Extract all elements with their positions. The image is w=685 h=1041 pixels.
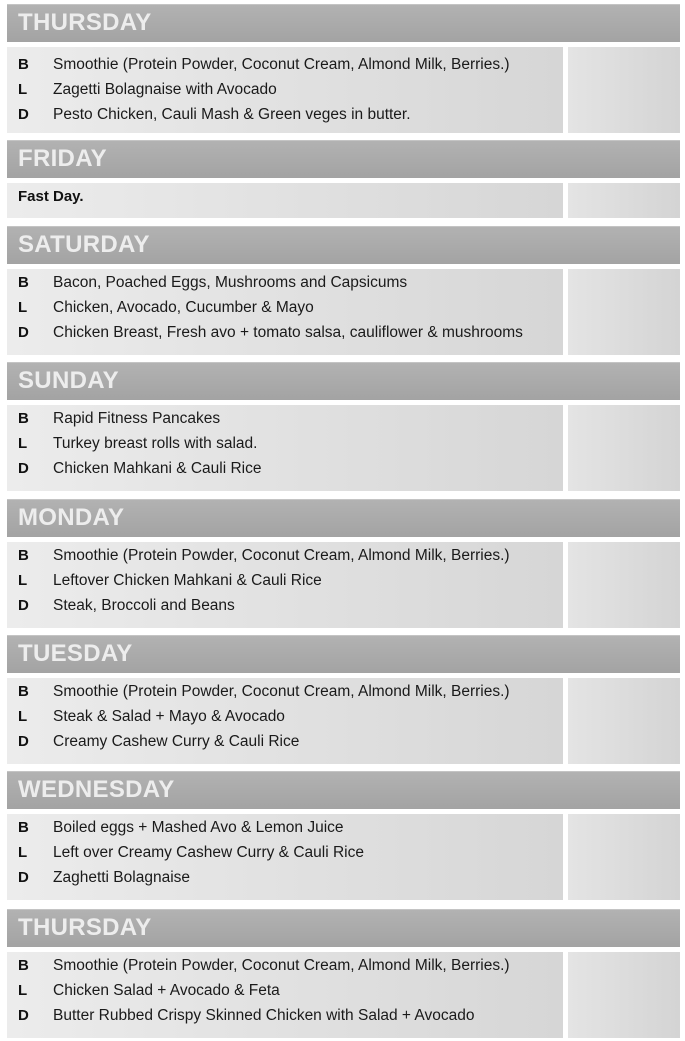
meal-text: Chicken, Avocado, Cucumber & Mayo [53,299,314,316]
meal-letter: D [18,460,29,477]
meal-row-breakfast [7,274,563,299]
meal-row-lunch [7,435,563,460]
meal-letter: B [18,547,29,564]
meal-text: Turkey breast rolls with salad. [53,435,258,452]
meals-box [7,814,563,900]
meal-row-dinner [7,324,563,349]
meal-letter: B [18,274,29,291]
meals-box [7,183,563,218]
meal-row-breakfast [7,819,563,844]
meal-row-breakfast [7,683,563,708]
meals-box [7,678,563,764]
meal-letter: B [18,410,29,427]
meal-letter: B [18,56,29,73]
meal-row-breakfast [7,957,563,982]
meal-text: Rapid Fitness Pancakes [53,410,221,427]
meal-letter: D [18,869,29,886]
meal-letter: B [18,683,29,700]
day-header [7,226,680,264]
meal-text: Creamy Cashew Curry & Cauli Rice [53,733,300,750]
notes-box [568,269,680,355]
meal-letter: D [18,1007,29,1024]
meals-box [7,952,563,1038]
meal-text: Steak, Broccoli and Beans [53,597,235,614]
notes-box [568,678,680,764]
meal-letter: B [18,819,29,836]
notes-box [568,183,680,218]
day-name: THURSDAY [18,914,152,941]
notes-box [568,542,680,628]
meal-text: Butter Rubbed Crispy Skinned Chicken with Salad + Avocado [53,1007,475,1024]
meal-text: Smoothie (Protein Powder, Coconut Cream, Almond Milk, Berries.) [53,547,510,564]
meal-text: Chicken Mahkani & Cauli Rice [53,460,262,477]
day-name: SATURDAY [18,231,150,258]
meal-letter: D [18,106,29,123]
day-name: FRIDAY [18,145,107,172]
day-header [7,909,680,947]
meal-text: Pesto Chicken, Cauli Mash & Green veges in butter. [53,106,411,123]
meals-box [7,405,563,491]
meal-row-dinner [7,1007,563,1032]
notes-box [568,814,680,900]
meal-letter: D [18,324,29,341]
meal-text: Smoothie (Protein Powder, Coconut Cream, Almond Milk, Berries.) [53,683,510,700]
meal-text: Left over Creamy Cashew Curry & Cauli Rice [53,844,364,861]
meal-text: Zaghetti Bolagnaise [53,869,191,886]
day-header [7,362,680,400]
meal-row-dinner [7,869,563,894]
meal-text: Bacon, Poached Eggs, Mushrooms and Capsicums [53,274,408,291]
meal-text: Leftover Chicken Mahkani & Cauli Rice [53,572,322,589]
meals-box [7,47,563,133]
meal-row-dinner [7,106,563,131]
meal-letter: L [18,435,28,452]
meal-text: Steak & Salad + Mayo & Avocado [53,708,285,725]
meal-row-lunch [7,844,563,869]
meal-text: Zagetti Bolagnaise with Avocado [53,81,277,98]
meal-text: Smoothie (Protein Powder, Coconut Cream, Almond Milk, Berries.) [53,957,510,974]
day-header [7,140,680,178]
meal-letter: D [18,597,29,614]
day-header [7,499,680,537]
meal-letter: L [18,572,28,589]
notes-box [568,405,680,491]
meal-row-breakfast [7,56,563,81]
meal-letter: L [18,844,28,861]
meal-letter: L [18,708,28,725]
meal-row-dinner [7,460,563,485]
meal-row-breakfast [7,410,563,435]
day-name: THURSDAY [18,9,152,36]
day-name: MONDAY [18,504,125,531]
notes-box [568,952,680,1038]
meal-row-lunch [7,299,563,324]
meal-text: Chicken Salad + Avocado & Feta [53,982,280,999]
meal-text: Chicken Breast, Fresh avo + tomato salsa, cauliflower & mushrooms [53,324,523,341]
meal-letter: D [18,733,29,750]
notes-box [568,47,680,133]
meal-letter: L [18,982,28,999]
day-name: WEDNESDAY [18,776,175,803]
meal-letter: B [18,957,29,974]
meal-letter: L [18,81,28,98]
meal-text: Boiled eggs + Mashed Avo & Lemon Juice [53,819,344,836]
meal-row-dinner [7,597,563,622]
day-name: SUNDAY [18,367,119,394]
meals-box [7,542,563,628]
day-header [7,635,680,673]
meal-row-lunch [7,81,563,106]
meal-row-lunch [7,572,563,597]
meal-letter: L [18,299,28,316]
meals-box [7,269,563,355]
day-header [7,4,680,42]
fast-day-note: Fast Day. [18,188,84,205]
meal-row-dinner [7,733,563,758]
meal-row-lunch [7,708,563,733]
meal-row-breakfast [7,547,563,572]
meal-row-lunch [7,982,563,1007]
day-header [7,771,680,809]
meal-text: Smoothie (Protein Powder, Coconut Cream, Almond Milk, Berries.) [53,56,510,73]
day-name: TUESDAY [18,640,133,667]
